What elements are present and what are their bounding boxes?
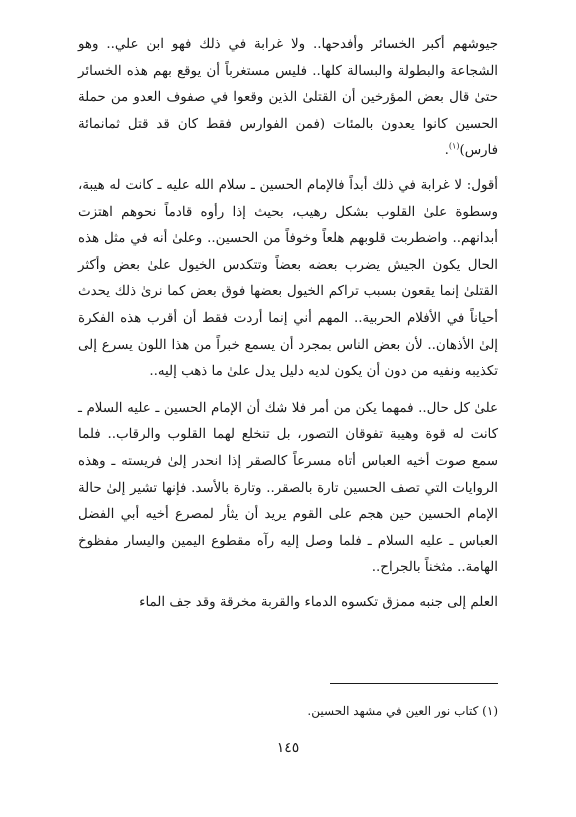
paragraph-1: جيوشهم أكبر الخسائر وأفدحها.. ولا غرابة في ذلك فهو ابن علي.. وهو الشجاعة والبطولة والبسالة كلها.. فليس مستغرباً أن يوقع بهم هذه الخسائر حتىٰ قال بعض المؤرخين أن القتلىٰ الذين وقعوا في صفوف العدو من حملة الحسين كانوا يعدون بالمئات (فمن الفوارس فقط كان قد قتل ثمانمائة فارس)$^{(١)}$. [78,37,498,159]
paragraph-1-text: جيوشهم أكبر الخسائر وأفدحها.. ولا غرابة في ذلك فهو ابن علي.. وهو الشجاعة والبطولة والبسالة كلها.. فليس مستغرباً أن يوقع بهم هذه الخسائر حتىٰ قال بعض المؤرخين أن القتلىٰ الذين وقعوا في صفوف العدو من حملة الحسين كانوا يعدون بالمئات (فمن الفوارس فقط كان قد قتل ثمانمائة فارس) [78,37,498,159]
paragraph-2: أقول: لا غرابة في ذلك أبداً فالإمام الحسين ـ سلام الله عليه ـ كانت له هيبة، وسطوة علىٰ القلوب بشكل رهيب، بحيث إذا رأوه قادماً نحوهم اهتزت أبدانهم.. واضطربت قلوبهم هلعاً وخوفاً من الحسين.. وعلىٰ أنه في مثل هذه الحال يكون الجيش يضرب بعضه بعضاً وتتكدس الخيول علىٰ بعض وأكثر القتلىٰ إنما يقعون بسبب تراكم الخيول بعضها فوق بعض كما نرىٰ ذلك يحدث أحياناً في الأفلام الحربية.. المهم أني إنما أردت فقط أن أقرب هذه الفكرة إلىٰ الأذهان.. لأن بعض الناس بمجرد أن يسمع خبراً من هذا اللون يسرع إلى تكذيبه ونفيه من دون أن يكون لديه دليل يدل علىٰ ما ذهب إليه.. [78,177,498,380]
footnote: (١) كتاب نور العين في مشهد الحسين. [307,704,498,718]
paragraph-3: علىٰ كل حال.. فمهما يكن من أمر فلا شك أن الإمام الحسين ـ عليه السلام ـ كانت له قوة وهيبة تفوقان التصور، بل تنخلع لهما القلوب والرقاب.. فلما سمع صوت أخيه العباس أتاه مسرعاً كالصقر إذا انحدر إلىٰ فريسته ـ وهذه الروايات التي تصف الحسين تارة بالصقر.. وتارة بالأسد. فإنها تشير إلىٰ حالة الإمام الحسين حين هجم على القوم يريد أن يثأر لمصرع أخيه أبي الفضل العباس ـ عليه السلام ـ فلما وصل إليه رآه مقطوع اليمين واليسار مفظوخ الهامة.. مثخناً بالجراح.. [78,400,498,576]
footnote-reference: (١) [448,141,460,151]
body-text [78,32,498,626]
footnote-separator [330,683,498,684]
page-number: ١٤٥ [276,740,300,756]
paragraph-4: العلم إلى جنبه ممزق تكسوه الدماء والقربة مخرقة وقد جف الماء [139,594,498,610]
